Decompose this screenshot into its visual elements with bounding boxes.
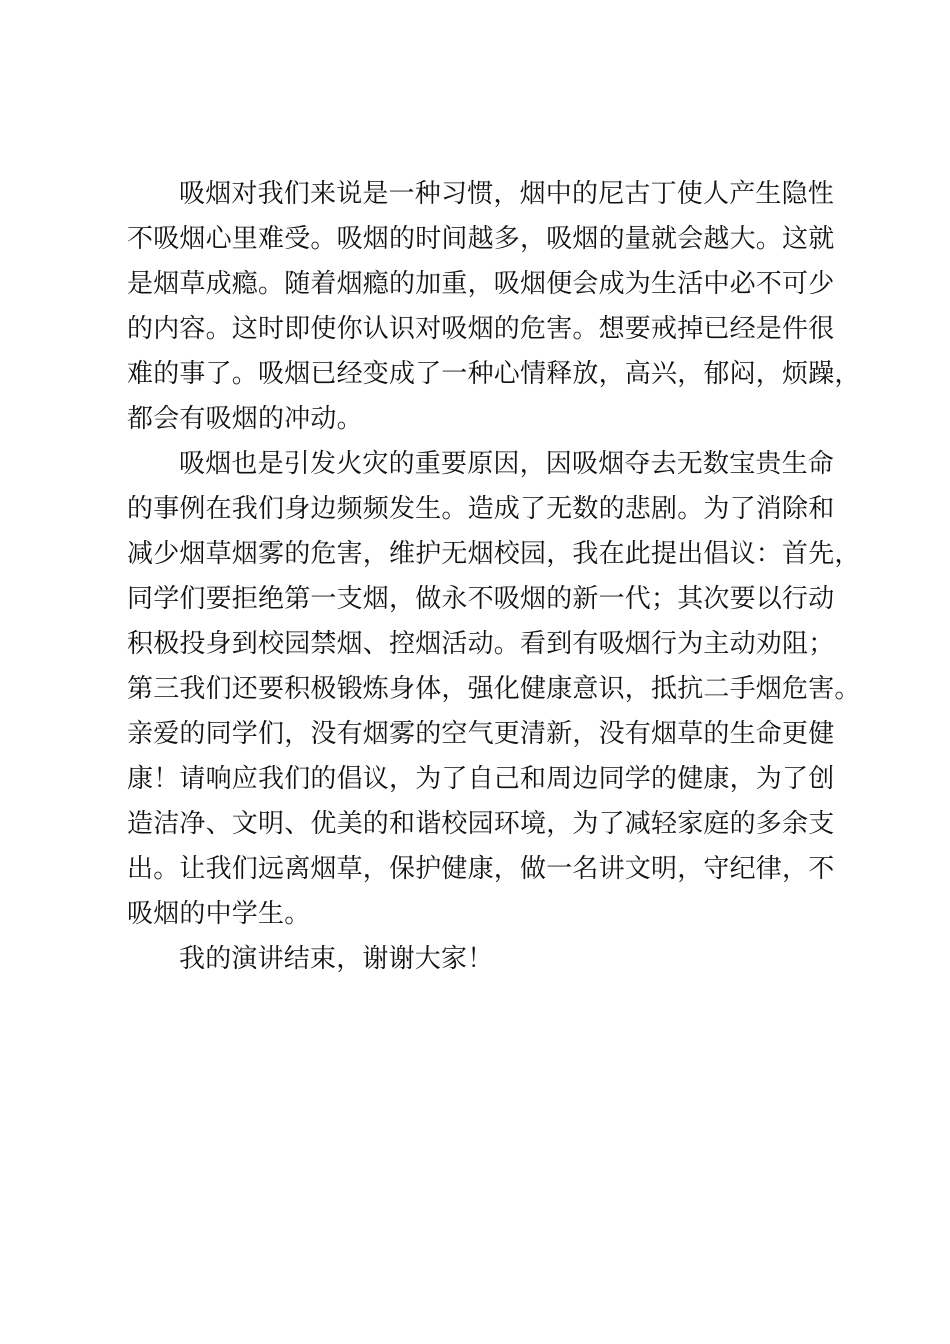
- text-line: 出。让我们远离烟草，保护健康，做一名讲文明，守纪律，不: [127, 854, 835, 884]
- paragraph-1: [127, 172, 867, 442]
- text-line: 是烟草成瘾。随着烟瘾的加重，吸烟便会成为生活中必不可少: [127, 269, 835, 299]
- paragraph-2: [127, 442, 867, 937]
- text-line: 的内容。这时即使你认识对吸烟的危害。想要戒掉已经是件很: [127, 314, 835, 344]
- text-line: 吸烟对我们来说是一种习惯，烟中的尼古丁使人产生隐性: [179, 179, 835, 209]
- text-line: 都会有吸烟的冲动。: [127, 404, 363, 434]
- text-line: 亲爱的同学们，没有烟雾的空气更清新，没有烟草的生命更健: [127, 719, 835, 749]
- text-line: 难的事了。吸烟已经变成了一种心情释放，高兴，郁闷，烦躁，: [127, 359, 861, 389]
- text-line: 康！请响应我们的倡议，为了自己和周边同学的健康，为了创: [127, 764, 835, 794]
- text-line: 吸烟也是引发火灾的重要原因，因吸烟夺去无数宝贵生命: [179, 449, 835, 479]
- text-line: 积极投身到校园禁烟、控烟活动。看到有吸烟行为主动劝阻；: [127, 629, 835, 659]
- text-line: 造洁净、文明、优美的和谐校园环境，为了减轻家庭的多余支: [127, 809, 835, 839]
- paragraph-3: [127, 937, 867, 982]
- speech-text: [127, 172, 867, 982]
- text-line: 同学们要拒绝第一支烟，做永不吸烟的新一代；其次要以行动: [127, 584, 835, 614]
- text-line: 不吸烟心里难受。吸烟的时间越多，吸烟的量就会越大。这就: [127, 224, 835, 254]
- closing-line: 我的演讲结束，谢谢大家！: [179, 944, 494, 974]
- text-line: 吸烟的中学生。: [127, 899, 311, 929]
- text-line: 减少烟草烟雾的危害，维护无烟校园，我在此提出倡议：首先，: [127, 539, 861, 569]
- text-line: 的事例在我们身边频频发生。造成了无数的悲剧。为了消除和: [127, 494, 835, 524]
- text-line: 第三我们还要积极锻炼身体，强化健康意识，抵抗二手烟危害。: [127, 674, 861, 704]
